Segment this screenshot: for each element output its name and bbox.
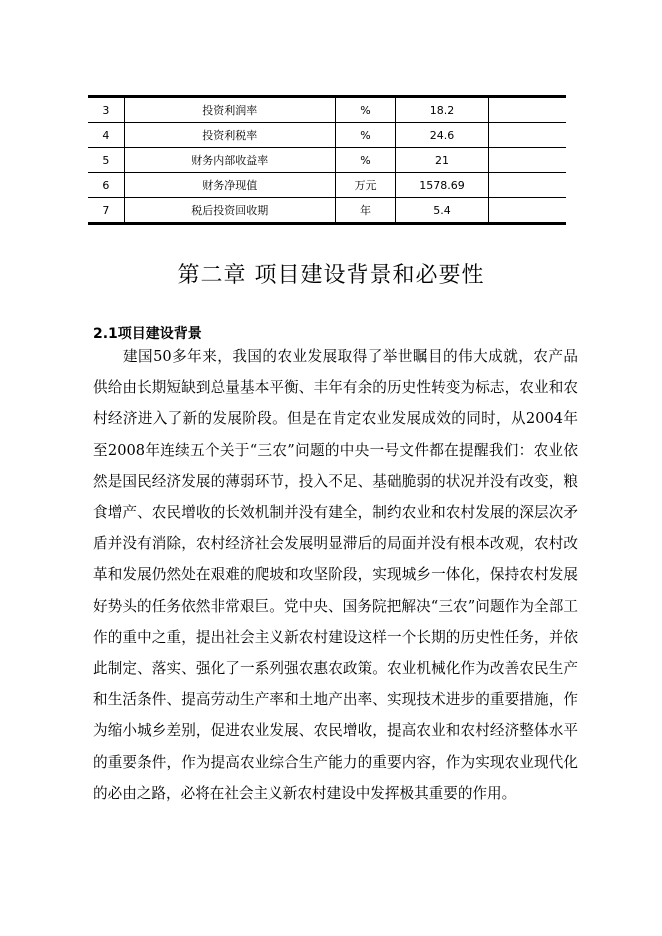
cell-unit: % bbox=[335, 123, 396, 148]
cell-value: 5.4 bbox=[396, 198, 489, 223]
cell-row-number: 7 bbox=[88, 198, 124, 223]
cell-value: 1578.69 bbox=[396, 173, 489, 198]
cell-note bbox=[488, 173, 566, 198]
cell-note bbox=[488, 148, 566, 173]
table-bottom-rule bbox=[88, 222, 566, 225]
body-paragraph: 建国50多年来，我国的农业发展取得了举世瞩目的伟大成就，农产品供给由长期短缺到总量基本平衡、丰年有余的历史性转变为标志，农业和农村经济进入了新的发展阶段。但是在肯定农业发展成效的同时，从2004年至2008年连续五个关于“三农”问题的中央一号文件都在提醒我们：农业依然是国民经济发展的薄弱环节，投入不足、基础脆弱的状况并没有改变，粮食增产、农民增收的长效机制并没有建全，制约农业和农村发展的深层次矛盾并没有消除，农村经济社会发展明显滞后的局面并没有根本改观，农村改革和发展仍然处在艰难的爬坡和攻坚阶段，实现城乡一体化，保持农村发展好势头的任务依然非常艰巨。党中央、国务院把解决“三农”问题作为全部工作的重中之重，提出社会主义新农村建设这样一个长期的历史性任务，并依此制定、落实、强化了一系列强农惠农政策。农业机械化作为改善农民生产和生活条件、提高劳动生产率和土地产出率、实现技术进步的重要措施，作为缩小城乡差别，促进农业发展、农民增收，提高农业和农村经济整体水平的重要条件，作为提高农业综合生产能力的重要内容，作为实现农业现代化的必由之路，必将在社会主义新农村建设中发挥极其重要的作用。 bbox=[93, 348, 578, 802]
cell-item-name: 税后投资回收期 bbox=[124, 198, 335, 223]
chapter-title: 第二章 项目建设背景和必要性 bbox=[177, 263, 485, 288]
table-row bbox=[88, 98, 566, 123]
cell-item-name: 财务内部收益率 bbox=[124, 148, 335, 173]
indicator-table-grid bbox=[88, 98, 566, 222]
cell-unit: % bbox=[335, 148, 396, 173]
cell-value: 21 bbox=[396, 148, 489, 173]
cell-row-number: 3 bbox=[88, 98, 124, 123]
table-row bbox=[88, 148, 566, 173]
cell-row-number: 4 bbox=[88, 123, 124, 148]
section-heading: 2.1项目建设背景 bbox=[93, 326, 202, 342]
cell-item-name: 财务净现值 bbox=[124, 173, 335, 198]
cell-unit: 年 bbox=[335, 198, 396, 223]
table-row bbox=[88, 123, 566, 148]
cell-unit: % bbox=[335, 98, 396, 123]
table-body bbox=[88, 98, 566, 222]
table-row bbox=[88, 198, 566, 223]
cell-unit: 万元 bbox=[335, 173, 396, 198]
table-row bbox=[88, 173, 566, 198]
cell-note bbox=[488, 198, 566, 223]
cell-value: 24.6 bbox=[396, 123, 489, 148]
cell-value: 18.2 bbox=[396, 98, 489, 123]
cell-item-name: 投资利税率 bbox=[124, 123, 335, 148]
cell-row-number: 6 bbox=[88, 173, 124, 198]
cell-note bbox=[488, 98, 566, 123]
cell-row-number: 5 bbox=[88, 148, 124, 173]
cell-note bbox=[488, 123, 566, 148]
cell-item-name: 投资利润率 bbox=[124, 98, 335, 123]
